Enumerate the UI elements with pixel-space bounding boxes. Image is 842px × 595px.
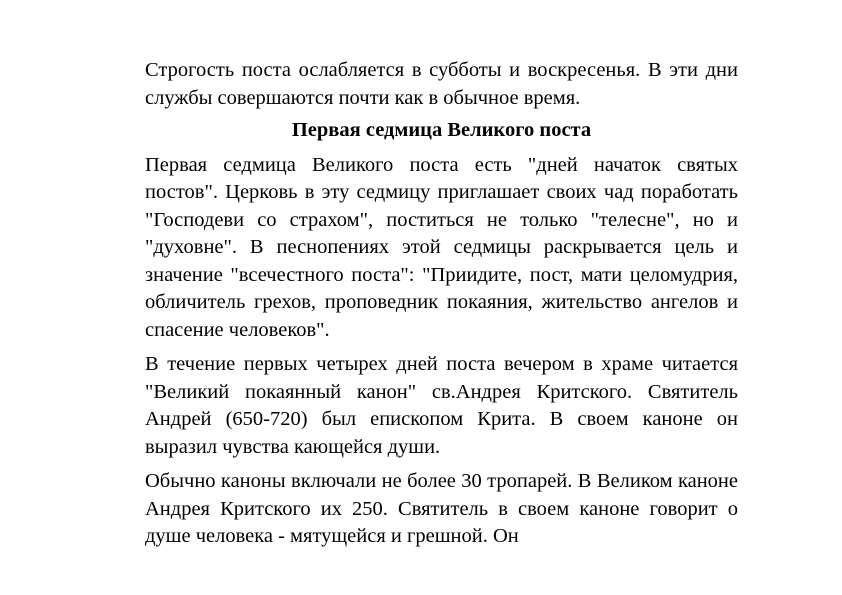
paragraph-great-canon: В течение первых четырех дней поста вечером в храме читается "Великий покаянный канон" св.Андрея Критского. Святитель Андрей (650-720) был епископом Крита. В своем каноне он выразил чувства кающейся души. [145,353,738,458]
section-heading: Первая седмица Великого поста [291,119,592,141]
paragraph-canon-tropars: Обычно каноны включали не более 30 тропарей. В Великом каноне Андрея Критского их 250. Святитель в своем каноне говорит о душе человека - мятущейся и грешной. Он [145,470,738,547]
paragraph-first-week: Первая седмица Великого поста есть "дней начаток святых постов". Церковь в эту седмицу приглашает своих чад поработать "Господеви со страхом", поститься не только "телесне", но и "духовне". В песнопениях этой седмицы раскрывается цель и значение "всечестного поста": "Приидите, пост, мати целомудрия, обличитель грехов, проповедник покаяния, жительство ангелов и спасение человеков". [145,153,738,341]
paragraph-saturday-sunday: Строгость поста ослабляется в субботы и воскресенья. В эти дни службы совершаются почти как в обычное время. [145,59,738,109]
document-page [145,57,738,551]
